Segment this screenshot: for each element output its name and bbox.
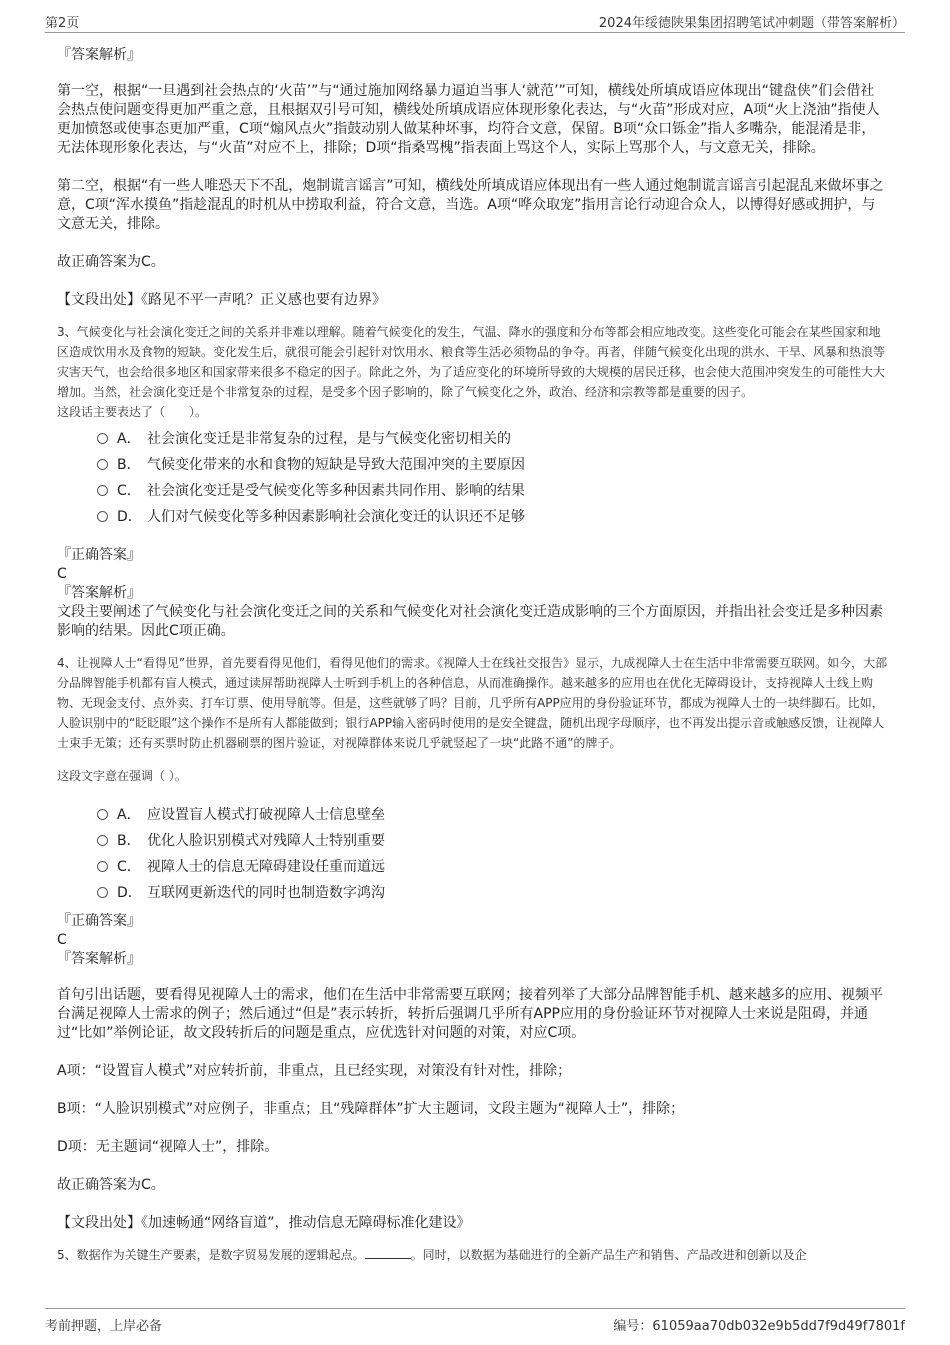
page-footer (45, 1308, 905, 1333)
question-4-option-a[interactable]: A． 应设置盲人模式打破视障人士信息壁垒 (97, 802, 888, 828)
radio-icon[interactable] (97, 835, 108, 846)
analysis-paragraph-1: 第一空，根据“一旦遇到社会热点的‘火苗’”与“通过施加网络暴力逼迫当事人‘就范’”可知，横线处所填成语应体现出“键盘侠”们会借社会热点使问题变得更加严重之意，且根据双引号可知，横线处所填成语应体现形象化表达，与“火苗”形成对应，A项“火上浇油”指使人更加愤怒或使事态更加严重，C项“煽风点火”指鼓动别人做某种坏事，均符合文意，保留。B项“众口铄金”指人多嘴杂，能混淆是非，无法体现形象化表达，与“火苗”对应不上，排除；D项“指桑骂槐”指表面上骂这个人，实际上骂那个人，与文意无关，排除。 (57, 83, 880, 156)
question-3-option-d[interactable]: D． 人们对气候变化等多种因素影响社会演化变迁的认识还不足够 (97, 504, 888, 530)
question-3-prompt: 这段话主要表达了（ ）。 (57, 405, 208, 419)
radio-icon[interactable] (97, 887, 108, 898)
fill-in-blank (365, 1246, 411, 1259)
question-3-answer-label: 『正确答案』 (57, 547, 141, 563)
question-4-note-b: B项：“人脸识别模式”对应例子，非重点；且“残障群体”扩大主题词，文段主题为“视障人士”，排除； (57, 1101, 685, 1117)
question-3-analysis-label: 『答案解析』 (57, 585, 141, 601)
question-4-option-b[interactable]: B． 优化人脸识别模式对残障人士特别重要 (97, 828, 888, 854)
document-id: 编号：61059aa70db032e9b5dd7f9d49f7801f (613, 1319, 905, 1334)
conclusion: 故正确答案为C。 (57, 254, 165, 270)
page-number: 第2页 (45, 16, 80, 31)
page-header (45, 8, 905, 33)
radio-icon[interactable] (97, 433, 108, 444)
question-5-stem: 5、数据作为关键生产要素，是数字贸易发展的逻辑起点。 。同时，以数据为基础进行的全新产品生产和销售、产品改进和创新以及企 (57, 1248, 807, 1262)
question-4-prompt: 这段文字意在强调（ ）。 (57, 769, 187, 783)
question-4-analysis-label: 『答案解析』 (57, 951, 141, 967)
radio-icon[interactable] (97, 861, 108, 872)
source: 【文段出处】《路见不平一声吼？正义感也要有边界》 (57, 292, 386, 308)
question-3-analysis: 文段主要阐述了气候变化与社会演化变迁之间的关系和气候变化对社会演化变迁造成影响的三个方面原因，并指出社会变迁是多种因素影响的结果。因此C项正确。 (57, 604, 883, 639)
question-3-option-c[interactable]: C． 社会演化变迁是受气候变化等多种因素共同作用、影响的结果 (97, 478, 888, 504)
radio-icon[interactable] (97, 459, 108, 470)
footer-slogan: 考前押题，上岸必备 (45, 1319, 163, 1334)
question-4-note-d: D项：无主题词“视障人士”，排除。 (57, 1139, 279, 1155)
radio-icon[interactable] (97, 485, 108, 496)
question-4-answer-label: 『正确答案』 (57, 913, 141, 929)
question-4-stem: 4、让视障人士“看得见”世界，首先要看得见他们，看得见他们的需求。《视障人士在线社交报告》显示，九成视障人士在生活中非常需要互联网。如今，大部分品牌智能手机都有盲人模式，通过读屏帮助视障人士听到手机上的各种信息，从而准确操作。越来越多的应用也在优化无障碍设计，支持视障人士线上购物、无现金支付、点外卖、打车订票、使用导航等。但是，这些就够了吗？目前，几乎所有APP应用的身份验证环节，都成为视障人士的一块绊脚石。比如，人脸识别中的“眨眨眼”这个操作不是所有人都能做到；银行APP输入密码时使用的是安全键盘，随机出现字母顺序，也不再发出提示音或触感反馈，让视障人士束手无策；还有买票时防止机器刷票的图片验证，对视障群体来说几乎就竖起了一块“此路不通”的牌子。 (57, 656, 888, 750)
analysis-paragraph-2: 第二空，根据“有一些人唯恐天下不乱，炮制谎言谣言”可知，横线处所填成语应体现出有一些人通过炮制谎言谣言引起混乱来做坏事之意，C项“浑水摸鱼”指趁混乱的时机从中捞取利益，符合文意，当选。A项“哗众取宠”指用言论行动迎合众人，以博得好感或拥护，与文意无关，排除。 (57, 178, 884, 232)
question-4-conclusion: 故正确答案为C。 (57, 1177, 165, 1193)
page-content (57, 42, 888, 1265)
question-3-options (57, 426, 888, 530)
analysis-label: 『答案解析』 (57, 47, 141, 63)
question-3-option-a[interactable]: A． 社会演化变迁是非常复杂的过程，是与气候变化密切相关的 (97, 426, 888, 452)
question-4-option-c[interactable]: C． 视障人士的信息无障碍建设任重而道远 (97, 854, 888, 880)
question-4-answer: C (57, 932, 67, 948)
question-3-option-b[interactable]: B． 气候变化带来的水和食物的短缺是导致大范围冲突的主要原因 (97, 452, 888, 478)
question-4-analysis: 首句引出话题，要看得见视障人士的需求，他们在生活中非常需要互联网；接着列举了大部分品牌智能手机、越来越多的应用、视频平台满足视障人士需求的例子；然后通过“但是”表示转折，转折后强调几乎所有APP应用的身份验证环节对视障人士来说是阻碍，并通过“比如”举例论证，故文段转折后的问题是重点，应优选针对问题的对策，对应C项。 (57, 987, 883, 1041)
question-4-note-a: A项：“设置盲人模式”对应转折前，非重点，且已经实现，对策没有针对性，排除； (57, 1063, 572, 1079)
question-4-options (57, 802, 888, 906)
question-4-source: 【文段出处】《加速畅通“网络盲道”，推动信息无障碍标准化建设》 (57, 1215, 471, 1231)
document-title: 2024年绥德陕果集团招聘笔试冲刺题（带答案解析） (598, 16, 905, 31)
question-4-option-d[interactable]: D． 互联网更新迭代的同时也制造数字鸿沟 (97, 880, 888, 906)
radio-icon[interactable] (97, 809, 108, 820)
question-3-stem: 3、气候变化与社会演化变迁之间的关系并非难以理解。随着气候变化的发生，气温、降水的强度和分布等都会相应地改变。这些变化可能会在某些国家和地区造成饮用水及食物的短缺。变化发生后，就很可能会引起针对饮用水、粮食等生活必须物品的争夺。再者，伴随气候变化出现的洪水、干旱、风暴和热浪等灾害天气，也会给很多地区和国家带来很多不稳定的因子。除此之外，为了适应变化的环境所导致的大规模的居民迁移，也会使大范围冲突发生的可能性大大增加。当然，社会演化变迁是个非常复杂的过程，是受多个因子影响的，除了气候变化之外，政治、经济和宗教等都是重要的因子。 (57, 325, 886, 399)
question-3-answer: C (57, 566, 67, 582)
radio-icon[interactable] (97, 511, 108, 522)
